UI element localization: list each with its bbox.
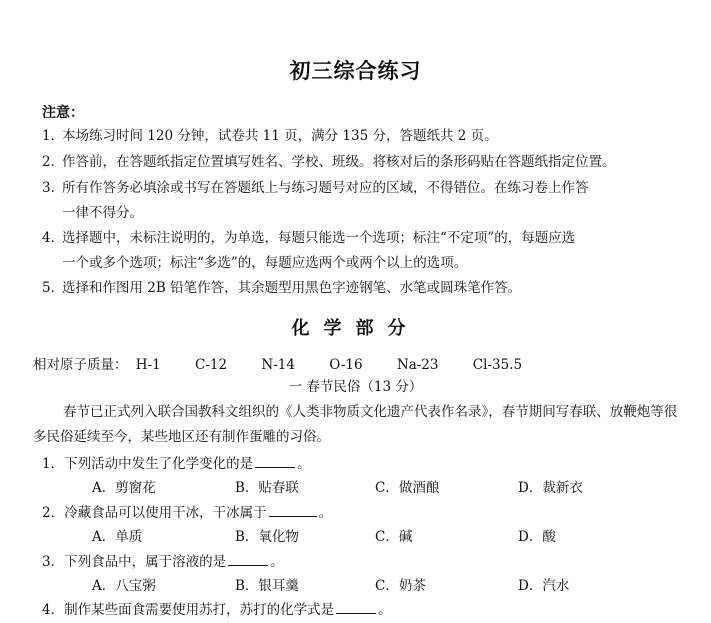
question-end: 。	[318, 505, 333, 521]
notice-item	[42, 226, 692, 276]
notice-item	[42, 276, 692, 301]
atomic-mass-label: 相对原子质量：	[33, 357, 128, 373]
notice-item-text: 作答前，在答题纸指定位置填写姓名、学校、班级。将核对后的条形码贴在答题纸指定位置。	[62, 154, 616, 170]
question-stem	[42, 550, 692, 570]
option-b[interactable]: B．银耳羹	[235, 578, 299, 594]
part-intro: 春节已正式列入联合国教科文组织的《人类非物质文化遗产代表作名录》，春节期间写春联、放鞭炮等很多民俗延续至今，某些地区还有制作蛋雕的习俗。	[33, 404, 678, 445]
option-d[interactable]: D．汽水	[518, 578, 570, 594]
section-title: 化学部分	[291, 318, 420, 339]
option-b[interactable]: B．氧化物	[235, 529, 299, 545]
question-text: 3．下列食品中，属于溶液的是	[42, 554, 227, 570]
notice-item-number: 2．	[42, 154, 65, 170]
option-b[interactable]: B．贴春联	[235, 480, 299, 496]
question-text: 1．下列活动中发生了化学变化的是	[42, 456, 254, 472]
notice-item-text: 一个或多个选项；标注“多选”的，每题应选两个或两个以上的选项。	[62, 255, 468, 271]
question-stem	[42, 501, 692, 521]
notice-item-number: 1．	[42, 128, 65, 144]
option-c[interactable]: C．奶茶	[375, 578, 426, 594]
notice-item-text: 选择题中，未标注说明的，为单选，每题只能选一个选项；标注“不定项”的，每题应选	[62, 230, 576, 246]
question-end: 。	[378, 602, 392, 618]
answer-blank[interactable]	[255, 455, 295, 468]
question-end: 。	[297, 456, 311, 472]
option-d[interactable]: D．裁新衣	[518, 480, 583, 496]
option-c[interactable]: C．碱	[375, 529, 413, 545]
page-title: 初三综合练习	[289, 59, 422, 83]
answer-blank[interactable]	[336, 601, 376, 614]
question-end: 。	[270, 554, 284, 570]
notice-item	[42, 124, 692, 149]
notice-item-number: 5．	[42, 280, 65, 296]
notice-item-text: 一律不得分。	[62, 205, 143, 221]
question-stem	[42, 598, 692, 618]
notice-item	[42, 150, 692, 175]
option-a[interactable]: A．剪窗花	[92, 480, 156, 496]
atomic-mass-line	[33, 353, 552, 373]
atomic-mass-value: H-1	[135, 357, 161, 373]
atomic-mass-value: Cl-35.5	[472, 357, 523, 373]
option-a[interactable]: A．八宝粥	[92, 578, 156, 594]
notice-item	[42, 176, 692, 226]
notice-item-text: 本场练习时间 120 分钟，试卷共 11 页，满分 135 分，答题纸共 2 页。	[62, 128, 498, 144]
question-text: 4．制作某些面食需要使用苏打，苏打的化学式是	[42, 602, 335, 618]
answer-blank[interactable]	[269, 504, 317, 517]
notice-item-text: 选择和作图用 2B 铅笔作答，其余题型用黑色字迹钢笔、水笔或圆珠笔作答。	[62, 280, 522, 296]
option-a[interactable]: A．单质	[92, 529, 143, 545]
answer-blank[interactable]	[228, 553, 268, 566]
notice-item-number: 4．	[42, 230, 65, 246]
atomic-mass-value: C-12	[195, 357, 228, 373]
part-title: 一 春节民俗（13 分）	[288, 379, 423, 395]
atomic-mass-value: Na-23	[396, 357, 439, 373]
atomic-mass-value: O-16	[329, 357, 363, 373]
option-c[interactable]: C．做酒酿	[375, 480, 440, 496]
notice-item-number: 3．	[42, 180, 65, 196]
atomic-mass-value: N-14	[261, 357, 295, 373]
option-d[interactable]: D．酸	[518, 529, 556, 545]
notice-item-text: 所有作答务必填涂或书写在答题纸上与练习题号对应的区域，不得错位。在练习卷上作答	[62, 180, 589, 196]
question-text: 2．冷藏食品可以使用干冰，干冰属于	[42, 505, 267, 521]
question-stem	[42, 452, 692, 472]
notice-label: 注意：	[42, 105, 84, 121]
